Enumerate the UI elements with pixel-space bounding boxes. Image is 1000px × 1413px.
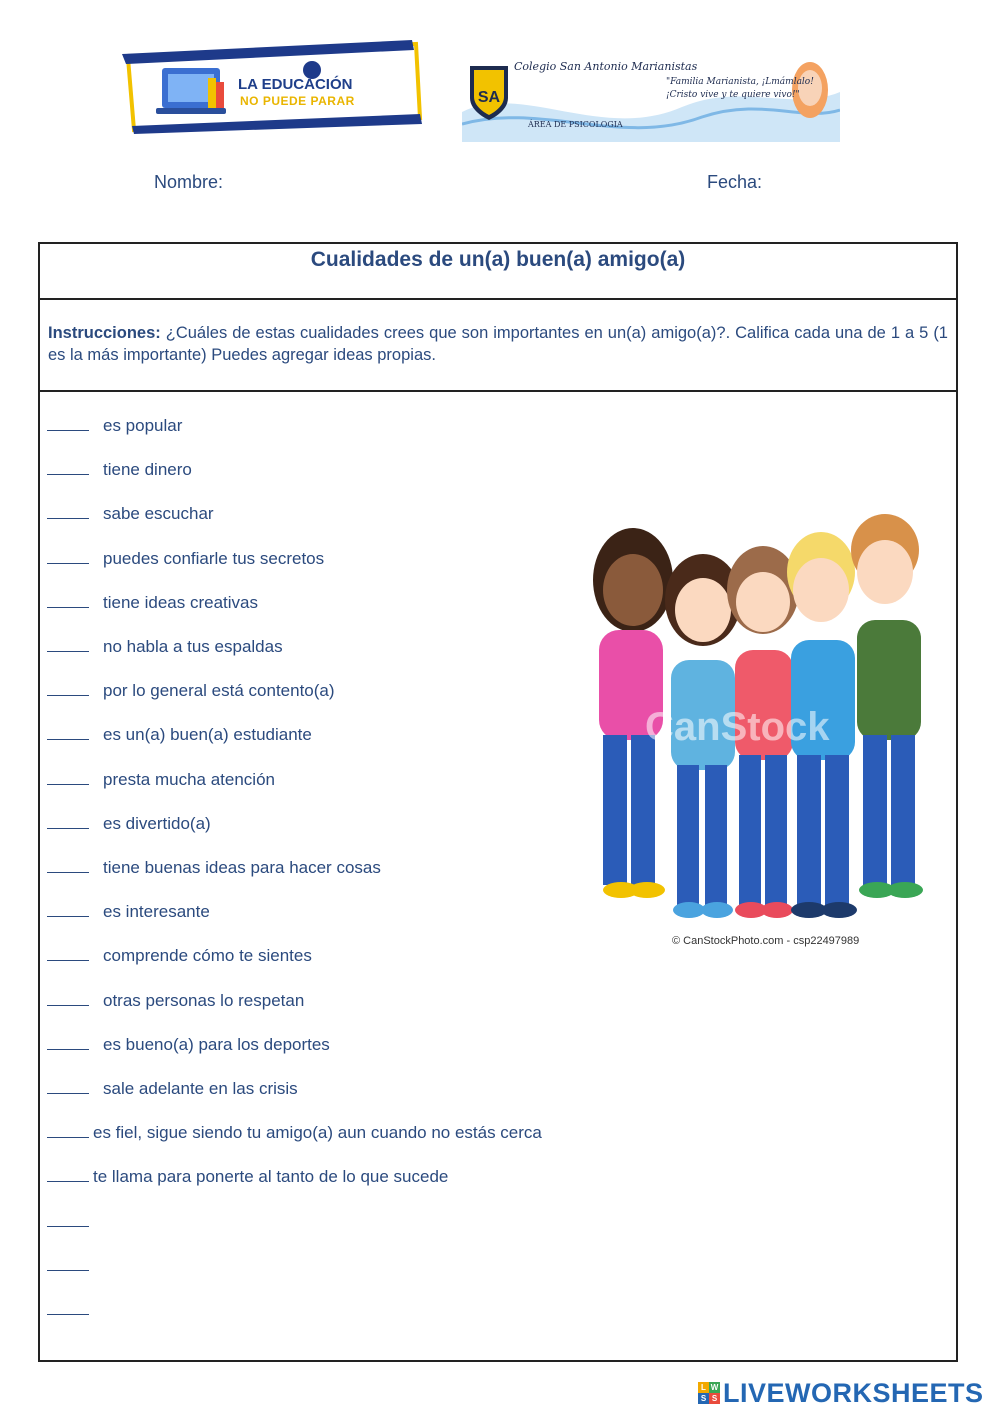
date-label: Fecha:	[707, 172, 763, 192]
quality-item	[47, 902, 210, 922]
quality-item	[47, 1167, 448, 1187]
rating-blank[interactable]	[47, 814, 89, 829]
quality-item	[47, 593, 258, 613]
quality-item	[47, 946, 312, 966]
quality-item	[47, 858, 381, 878]
quality-label: te llama para ponerte al tanto de lo que sucede	[93, 1167, 449, 1186]
instructions-row	[40, 300, 956, 392]
canstock-watermark: CanStock	[645, 705, 830, 749]
colegio-logo	[462, 52, 840, 142]
instructions-text: ¿Cuáles de estas cualidades crees que son importantes en un(a) amigo(a)?. Califica cada una de 1 a 5 (1 es la más importante) Puedes agregar ideas propias.	[48, 324, 948, 364]
quality-label: es divertido(a)	[103, 814, 211, 833]
quality-item	[47, 1123, 542, 1143]
colegio-name: Colegio San Antonio Marianistas	[514, 60, 698, 73]
rating-blank[interactable]	[47, 1167, 89, 1182]
quality-label: es popular	[103, 416, 183, 435]
lw-box-cell: W	[710, 1383, 719, 1392]
quality-item	[47, 1035, 330, 1055]
friends-illustration	[585, 510, 955, 950]
colegio-quote-line-2: ¡Cristo vive y te quiere vivo!"	[666, 90, 800, 100]
rating-blank[interactable]	[47, 504, 89, 519]
quality-label: tiene ideas creativas	[103, 593, 258, 612]
liveworksheets-icon	[698, 1382, 720, 1404]
liveworksheets-brand: LIVEWORKSHEETS	[723, 1377, 984, 1408]
liveworksheets-logo	[698, 1378, 984, 1408]
rating-blank[interactable]	[47, 902, 89, 917]
colegio-quote-line-1: "Familia Marianista, ¡Lmámlalo!	[666, 77, 814, 87]
lw-box-cell: L	[698, 1382, 709, 1393]
rating-blank[interactable]	[47, 1300, 89, 1315]
quality-item	[47, 1212, 103, 1232]
rating-blank[interactable]	[47, 1079, 89, 1094]
logo-line-2: NO PUEDE PARAR	[240, 94, 355, 108]
lw-box-cell: S	[698, 1393, 709, 1404]
rating-blank[interactable]	[47, 681, 89, 696]
colegio-quote	[666, 76, 814, 102]
quality-label: es un(a) buen(a) estudiante	[103, 725, 312, 744]
instructions-label: Instrucciones:	[48, 324, 161, 342]
quality-item	[47, 991, 304, 1011]
worksheet-title: Cualidades de un(a) buen(a) amigo(a)	[310, 248, 686, 271]
la-educacion-logo	[120, 38, 425, 134]
rating-blank[interactable]	[47, 1212, 89, 1227]
rating-blank[interactable]	[47, 858, 89, 873]
quality-item	[47, 814, 211, 834]
rating-blank[interactable]	[47, 460, 89, 475]
quality-item	[47, 681, 335, 701]
quality-item	[47, 460, 192, 480]
quality-item	[47, 1079, 298, 1099]
rating-blank[interactable]	[47, 946, 89, 961]
name-label: Nombre:	[154, 172, 224, 192]
quality-label: es bueno(a) para los deportes	[103, 1035, 330, 1054]
rating-blank[interactable]	[47, 637, 89, 652]
logo-line-1: LA EDUCACIÓN	[238, 76, 353, 93]
quality-label: tiene dinero	[103, 460, 192, 479]
lw-box-cell: S	[709, 1393, 720, 1404]
quality-item	[47, 1256, 103, 1276]
colegio-area: ÁREA DE PSICOLOGIA	[528, 120, 623, 129]
quality-label: tiene buenas ideas para hacer cosas	[103, 858, 381, 877]
rating-blank[interactable]	[47, 593, 89, 608]
friends-thumbs-up-image	[585, 510, 955, 950]
rating-blank[interactable]	[47, 991, 89, 1006]
quality-label: es fiel, sigue siendo tu amigo(a) aun cuando no estás cerca	[93, 1123, 542, 1142]
rating-blank[interactable]	[47, 1256, 89, 1271]
quality-label: comprende cómo te sientes	[103, 946, 312, 965]
quality-label: puedes confiarle tus secretos	[103, 549, 325, 568]
quality-item	[47, 504, 214, 524]
quality-item	[47, 637, 283, 657]
rating-blank[interactable]	[47, 725, 89, 740]
rating-blank[interactable]	[47, 416, 89, 431]
rating-blank[interactable]	[47, 1123, 89, 1138]
image-credit: © CanStockPhoto.com - csp22497989	[672, 935, 860, 947]
quality-item	[47, 416, 182, 436]
rating-blank[interactable]	[47, 1035, 89, 1050]
quality-item	[47, 1300, 103, 1320]
quality-item	[47, 725, 312, 745]
quality-item	[47, 770, 275, 790]
quality-label: presta mucha atención	[103, 770, 275, 789]
rating-blank[interactable]	[47, 549, 89, 564]
quality-label: no habla a tus espaldas	[103, 637, 283, 656]
title-row	[40, 244, 956, 300]
quality-label: sabe escuchar	[103, 504, 214, 523]
rating-blank[interactable]	[47, 770, 89, 785]
colegio-emblem-text: SA	[477, 89, 501, 106]
quality-label: otras personas lo respetan	[103, 991, 305, 1010]
quality-item	[47, 549, 324, 569]
quality-label: es interesante	[103, 902, 210, 921]
quality-label: por lo general está contento(a)	[103, 681, 335, 700]
quality-label: sale adelante en las crisis	[103, 1079, 298, 1098]
